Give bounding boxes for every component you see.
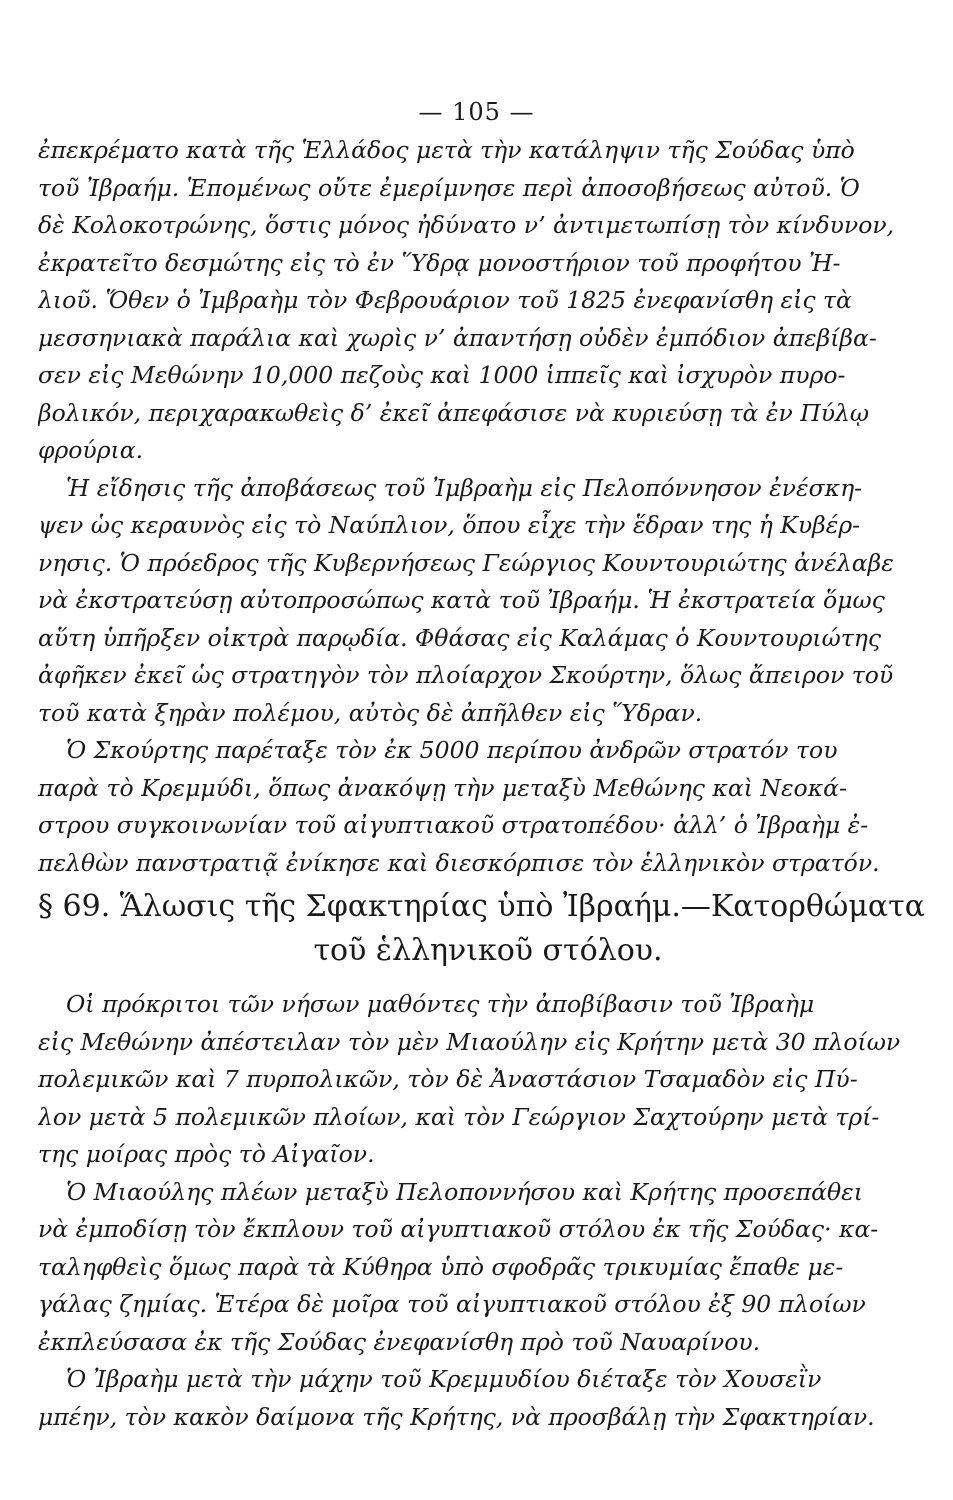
text-line: της μοίρας πρὸς τὸ Αἰγαῖον. — [38, 1140, 375, 1168]
text-line: πολεμικῶν καὶ 7 πυρπολικῶν, τὸν δὲ Ἀναστάσιον Τσαμαδὸν εἰς Πύ- — [38, 1065, 858, 1093]
text-line: τοῦ Ἰβραήμ. Ἑπομένως οὔτε ἐμερίμνησε περὶ ἀποσοβήσεως αὐτοῦ. Ὁ — [38, 173, 860, 202]
text-line: ἀφῆκεν ἐκεῖ ὡς στρατηγὸν τὸν πλοίαρχον Σκούρτην, ὅλως ἄπειρον τοῦ — [38, 661, 894, 689]
text-line: λιοῦ. Ὅθεν ὁ Ἰμβραὴμ τὸν Φεβρουάριον τοῦ 1825 ἐνεφανίσθη εἰς τὰ — [38, 286, 852, 314]
text-line: πελθὼν πανστρατιᾷ ἐνίκησε καὶ διεσκόρπισε τὸν ἑλληνικὸν στρατόν. — [38, 848, 880, 877]
text-line: αὕτη ὑπῆρξεν οἰκτρὰ παρῳδία. Φθάσας εἰς Καλάμας ὁ Κουντουριώτης — [38, 623, 882, 652]
text-line: Ὁ Μιαούλης πλέων μεταξὺ Πελοποννήσου καὶ Κρήτης προσεπάθει — [66, 1177, 863, 1206]
text-line: στρου συγκοινωνίαν τοῦ αἰγυπτιακοῦ στρατοπέδου· ἀλλ’ ὁ Ἰβραὴμ ἐ- — [38, 811, 869, 839]
section-heading — [38, 885, 925, 973]
text-line: ἐκρατεῖτο δεσμώτης εἰς τὸ ἐν Ὕδρᾳ μονοστήριον τοῦ προφήτου Ἠ- — [38, 248, 841, 277]
text-line: Ὁ Ἰβραὴμ μετὰ τὴν μάχην τοῦ Κρεμμυδίου διέταξε τὸν Χουσεῒν — [66, 1365, 822, 1393]
text-line: λον μετὰ 5 πολεμικῶν πλοίων, καὶ τὸν Γεώργιον Σαχτούρην μετὰ τρί- — [38, 1102, 880, 1131]
text-line: εἰς Μεθώνην ἀπέστειλαν τὸν μὲν Μιαούλην εἰς Κρήτην μετὰ 30 πλοίων — [38, 1027, 901, 1056]
text-line: μπέην, τὸν κακὸν δαίμονα τῆς Κρήτης, νὰ προσβάλῃ τὴν Σφακτηρίαν. — [38, 1402, 875, 1431]
text-line: ψεν ὡς κεραυνὸς εἰς τὸ Ναύπλιον, ὅπου εἶχε τὴν ἕδραν της ἡ Κυβέρ- — [38, 511, 861, 539]
text-line: νὰ ἐμποδίσῃ τὸν ἔκπλουν τοῦ αἰγυπτιακοῦ στόλου ἐκ τῆς Σούδας· κα- — [38, 1215, 879, 1243]
text-line: γάλας ζημίας. Ἑτέρα δὲ μοῖρα τοῦ αἰγυπτιακοῦ στόλου ἐξ 90 πλοίων — [38, 1290, 866, 1318]
section-heading-line2: τοῦ ἑλληνικοῦ στόλου. — [313, 933, 663, 968]
text-line: ἐπεκρέματο κατὰ τῆς Ἑλλάδος μετὰ τὴν κατάληψιν τῆς Σούδας ὑπὸ — [38, 136, 855, 164]
page-number: — 105 — — [418, 98, 535, 126]
text-line: παρὰ τὸ Κρεμμύδι, ὅπως ἀνακόψῃ τὴν μεταξὺ Μεθώνης καὶ Νεοκά- — [38, 773, 847, 802]
body-text-bottom — [38, 986, 918, 1436]
text-line: Ἡ εἴδησις τῆς ἀποβάσεως τοῦ Ἰμβραὴμ εἰς Πελοπόννησον ἐνέσκη- — [66, 473, 863, 502]
section-heading-line1: § 69. Ἅλωσις τῆς Σφακτηρίας ὑπὸ Ἰβραήμ.—Κατορθώματα — [38, 889, 925, 924]
text-line: δὲ Κολοκοτρώνης, ὅστις μόνος ἠδύνατο ν’ ἀντιμετωπίσῃ τὸν κίνδυνον, — [38, 211, 895, 239]
text-line: μεσσηνιακὰ παράλια καὶ χωρὶς ν’ ἀπαντήσῃ οὐδὲν ἐμπόδιον ἀπεβίβα- — [38, 323, 877, 352]
text-line: τοῦ κατὰ ξηρὰν πολέμου, αὐτὸς δὲ ἀπῆλθεν εἰς Ὕδραν. — [38, 698, 703, 727]
text-line: ἐκπλεύσασα ἐκ τῆς Σούδας ἐνεφανίσθη πρὸ τοῦ Ναυαρίνου. — [38, 1327, 761, 1356]
body-text-top — [38, 132, 918, 882]
text-line: νὰ ἐκστρατεύσῃ αὐτοπροσώπως κατὰ τοῦ Ἰβραήμ. Ἡ ἐκστρατεία ὅμως — [38, 586, 885, 614]
text-line: σεν εἰς Μεθώνην 10,000 πεζοὺς καὶ 1000 ἱππεῖς καὶ ἰσχυρὸν πυρο- — [38, 361, 846, 389]
text-line: Οἱ πρόκριτοι τῶν νήσων μαθόντες τὴν ἀποβίβασιν τοῦ Ἰβραὴμ — [66, 990, 815, 1018]
text-line: νησις. Ὁ πρόεδρος τῆς Κυβερνήσεως Γεώργιος Κουντουριώτης ἀνέλαβε — [38, 548, 894, 577]
text-line: φρούρια. — [38, 436, 144, 464]
text-line: βολικόν, περιχαρακωθεὶς δ’ ἐκεῖ ἀπεφάσισε νὰ κυριεύσῃ τὰ ἐν Πύλῳ — [38, 398, 870, 427]
text-line: ταληφθεὶς ὅμως παρὰ τὰ Κύθηρα ὑπὸ σφοδρᾶς τρικυμίας ἔπαθε με- — [38, 1252, 844, 1281]
text-line: Ὁ Σκούρτης παρέταξε τὸν ἐκ 5000 περίπου ἀνδρῶν στρατόν του — [66, 736, 838, 764]
